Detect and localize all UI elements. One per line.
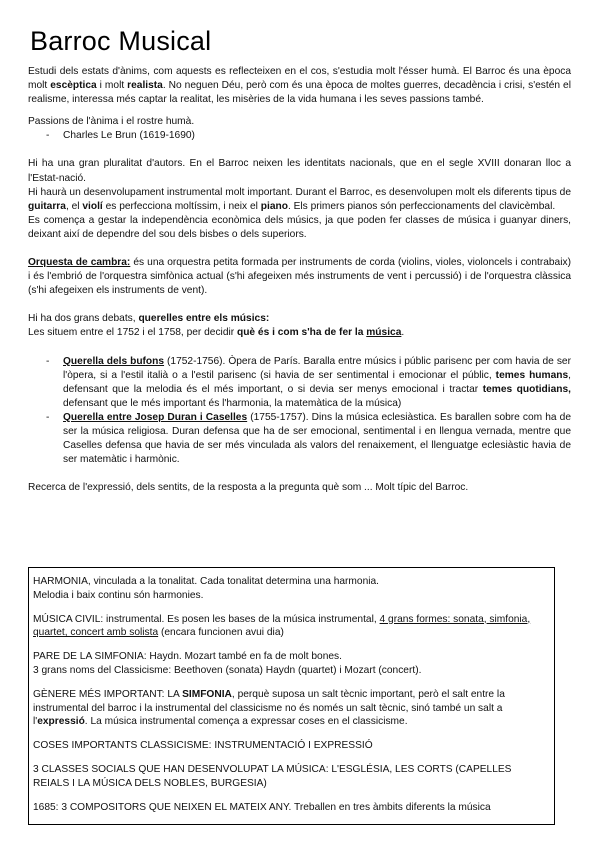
classes-paragraph: 3 CLASSES SOCIALS QUE HAN DESENVOLUPAT LA MÚSICA: L'ESGLÉSIA, LES CORTS (CAPELLES REIALS I LA MÚSICA DELS NOBLES, BURGESIA) [33, 763, 512, 789]
compositors-paragraph: 1685: 3 COMPOSITORS QUE NEIXEN EL MATEIX ANY. Treballen en tres àmbits diferents la música [33, 801, 491, 813]
passions-list [28, 129, 571, 143]
list-item: - Querella entre Josep Duran i Caselles (1755-1757). Dins la música eclesiàstica. Es barallen sobre com ha de ser la música religiosa. Duran defensa que ha de ser emocional, sentimental i en llengua vernada, mentre que Caselles defensa que havia de ser més vinculada als valors del renaixement, el llenguatge eclesiàstic havia de ser matemàtic i harmònic. [28, 411, 571, 467]
debats-line-1: Hi ha dos grans debats, querelles entre els músics: [28, 313, 270, 325]
orquesta-paragraph: Orquesta de cambra: és una orquestra petita formada per instruments de corda (violins, violes, violoncels i contrabaix) i és l'embrió de l'orquestra simfònica actual (s'hi afegeixen més instruments de vent i percussió) i de l'orquestra clàssica (s'hi afegeixen els instruments de vent). [28, 257, 571, 297]
list-item: - Charles Le Brun (1619-1690) [28, 129, 571, 143]
passions-line: Passions de l'ànima i el rostre humà. [28, 116, 195, 128]
querelles-list [28, 355, 571, 468]
list-item: - Querella dels bufons (1752-1756). Òpera de París. Baralla entre músics i públic parisenc per com havia de ser l'òpera, si a l'estil italià o a l'estil parisenc (si havia de ser sentimental i emocionar el públic, temes humans, defensant que la melodia és el més important, o si devia ser menys emocional i tractar temes quotidians, defensant que le més important és l'harmonia, la matemàtica de la música) [28, 355, 571, 411]
document-body [28, 65, 571, 495]
simfonia-paragraph: PARE DE LA SIMFONIA: Haydn. Mozart també en fa de molt bones. 3 grans noms del Classicisme: Beethoven (sonata) Haydn (quartet) i Mozart (concert). [33, 651, 422, 676]
recerca-paragraph: Recerca de l'expressió, dels sentits, de la resposta a la pregunta què som ... Molt típic del Barroc. [28, 482, 469, 494]
coses-paragraph: COSES IMPORTANTS CLASSICISME: INSTRUMENTACIÓ I EXPRESSIÓ [33, 740, 373, 752]
orquesta-label: Orquesta de cambra: [28, 257, 131, 269]
debats-line-2: Les situem entre el 1752 i el 1758, per decidir què és i com s'ha de fer la música. [28, 327, 405, 339]
harmonia-paragraph: HARMONIA, vinculada a la tonalitat. Cada tonalitat determina una harmonia. Melodia i baix continu són harmonies. [33, 576, 379, 601]
pluralitat-paragraph: Hi ha una gran pluralitat d'autors. En el Barroc neixen les identitats nacionals, que en el segle XVIII donaran lloc a l'Estat-nació. [28, 158, 571, 184]
genere-paragraph: GÈNERE MÉS IMPORTANT: LA SIMFONIA, perquè suposa un salt tècnic important, però el salt entre la instrumental del barroc i la instrumental del classicisme no és només un salt tècnic, sinó també un salt a l'expressió. La música instrumental comença a expressar coses en el classicisme. [33, 688, 505, 728]
independencia-paragraph: Es comença a gestar la independència econòmica dels músics, ja que poden fer classes de música i guanyar diners, deixant així de dependre del sou dels bisbes o dels superiors. [28, 214, 571, 240]
musica-civil-paragraph: MÚSICA CIVIL: instrumental. Es posen les bases de la música instrumental, 4 grans formes: sonata, simfonia, quartet, concert amb solista (encara funcionen avui dia) [33, 613, 531, 639]
instrumental-paragraph: Hi haurà un desenvolupament instrumental molt important. Durant el Barroc, es desenvolupen molt els diferents tipus de guitarra, el violí es perfecciona moltíssim, i neix el piano. Els primers pianos són perfeccionaments del clavicèmbal. [28, 186, 571, 212]
querella-title: Querella entre Josep Duran i Caselles [63, 411, 248, 423]
intro-paragraph: Estudi dels estats d'ànims, com aquests es reflecteixen en el cos, s'estudia molt l'ésser humà. El Barroc és una època molt escèptica i molt realista. No neguen Déu, però com és una època de moltes guerres, decadència i crisi, s'estén el realisme, interessa més captar la realitat, les misèries de la vida humana i les seves passions també. [28, 66, 571, 106]
page-title: Barroc Musical [30, 26, 212, 56]
summary-box [28, 567, 555, 825]
querella-title: Querella dels bufons [63, 355, 165, 367]
